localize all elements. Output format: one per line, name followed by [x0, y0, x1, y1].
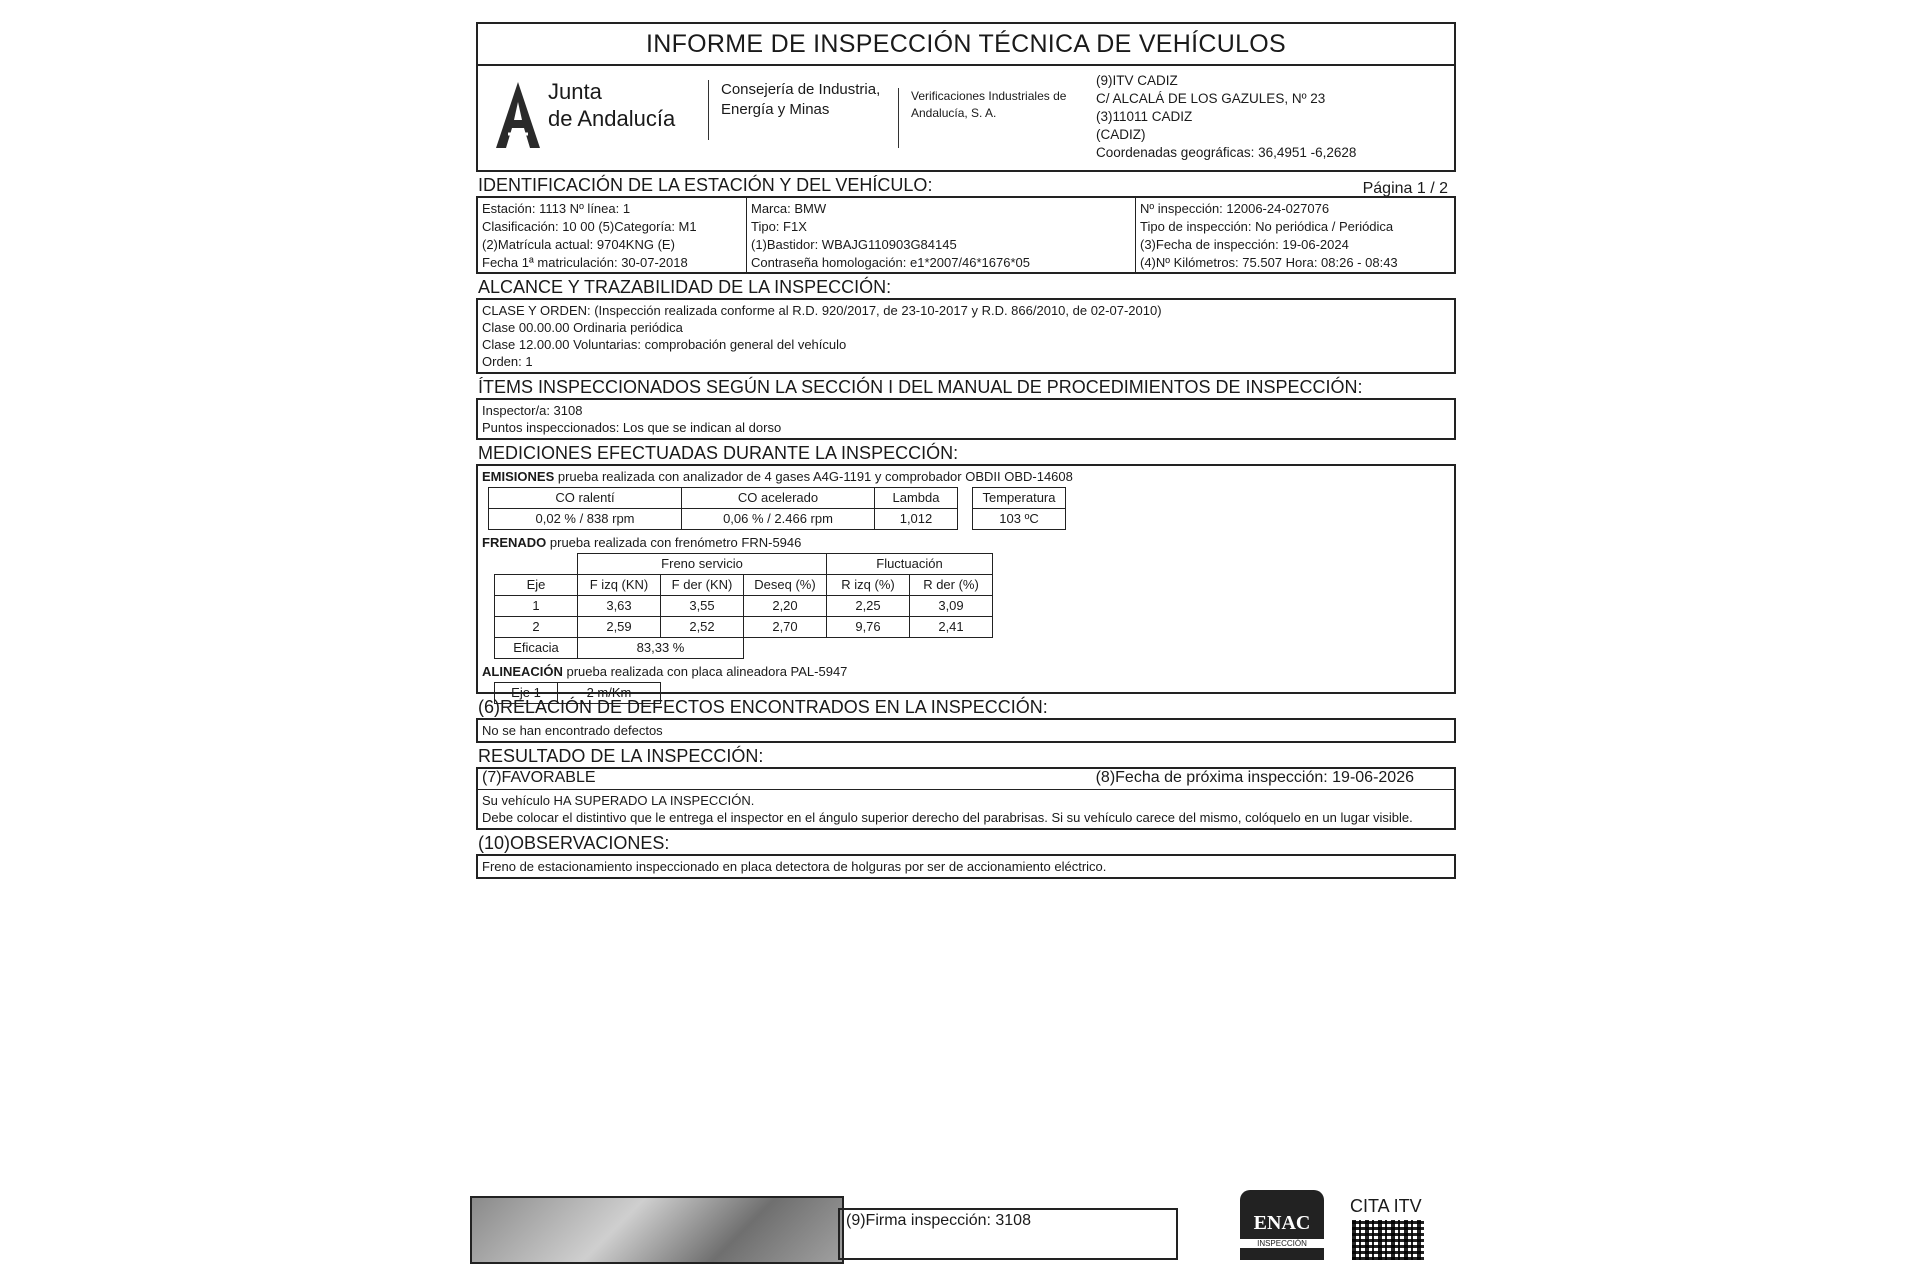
frenado-table: Freno servicio Fluctuación Eje F izq (KN) F der (KN) Deseq (%) R izq (%) R der (%) 1 3,63 3,55 2,20 2,25 3,09 2 2,59 2,52 2,70 9,76 2,41 Eficacia 83,33 % — [494, 553, 993, 659]
emisiones-table: CO ralentí CO acelerado Lambda 0,02 % / 838 rpm 0,06 % / 2.466 rpm 1,012 — [488, 487, 958, 530]
eficacia-row: Eficacia 83,33 % — [495, 638, 993, 659]
vehicle-info: Marca: BMW Tipo: F1X (1)Bastidor: WBAJG110903G84145 Contraseña homologación: e1*2007/46*1676*05 — [747, 198, 1136, 272]
table-row: 2 2,59 2,52 2,70 9,76 2,41 — [495, 617, 993, 638]
identificacion-box — [476, 196, 1456, 274]
section-title: ALCANCE Y TRAZABILIDAD DE LA INSPECCIÓN: — [478, 277, 892, 297]
logo-text: Junta de Andalucía — [548, 79, 676, 131]
junta-a-icon — [494, 80, 542, 150]
consejeria-block: Consejería de Industria, Energía y Minas — [708, 80, 880, 140]
junta-andalucia-logo — [490, 72, 690, 162]
emisiones-line: EMISIONES prueba realizada con analizador de 4 gases A4G-1191 y comprobador OBDII OBD-14608 — [482, 469, 1073, 484]
cita-itv-label: CITA ITV — [1350, 1196, 1422, 1216]
items-box: Inspector/a: 3108 Puntos inspeccionados: Los que se indican al dorso — [476, 398, 1456, 440]
frenado-line: FRENADO prueba realizada con frenómetro FRN-5946 — [482, 535, 802, 550]
temperatura-table: Temperatura 103 ºC — [972, 487, 1066, 530]
firma-box: (9)Firma inspección: 3108 — [838, 1208, 1178, 1260]
section-title: MEDICIONES EFECTUADAS DURANTE LA INSPECCIÓN: — [478, 443, 959, 463]
alcance-box: CLASE Y ORDEN: (Inspección realizada conforme al R.D. 920/2017, de 23-10-2017 y R.D. 866/2010, de 02-07-2010) Clase 00.00.00 Ordinaria periódica Clase 12.00.00 Voluntarias: comprobación general del vehículo Orden: 1 — [476, 298, 1456, 374]
vehicle-photo — [470, 1196, 844, 1264]
resultado-text: Su vehículo HA SUPERADO LA INSPECCIÓN. Debe colocar el distintivo que le entrega el inspector en el ángulo superior derecho del parabrisas. Si su vehículo carece del mismo, colóquelo en un lugar visible. — [482, 793, 1413, 825]
resultado-status: (7)FAVORABLE (8)Fecha de próxima inspección: 19-06-2026 — [478, 769, 1454, 790]
section-title: IDENTIFICACIÓN DE LA ESTACIÓN Y DEL VEHÍCULO: — [478, 175, 933, 195]
report-title: INFORME DE INSPECCIÓN TÉCNICA DE VEHÍCULOS — [478, 24, 1454, 66]
table-row: 1 3,63 3,55 2,20 2,25 3,09 — [495, 596, 993, 617]
frenado-header-row: Eje F izq (KN) F der (KN) Deseq (%) R izq (%) R der (%) — [495, 575, 993, 596]
resultado-box — [476, 767, 1456, 830]
inspection-report — [476, 22, 1456, 879]
observaciones-box: Freno de estacionamiento inspeccionado en placa detectora de holguras por ser de accionamiento eléctrico. — [476, 854, 1456, 879]
report-header — [476, 22, 1456, 172]
alineacion-line: ALINEACIÓN prueba realizada con placa alineadora PAL-5947 — [482, 664, 848, 679]
enac-logo: ENAC INSPECCIÓN — [1240, 1190, 1324, 1260]
section-title: (10)OBSERVACIONES: — [478, 833, 670, 853]
proxima-inspeccion: (8)Fecha de próxima inspección: 19-06-2026 — [1095, 769, 1414, 786]
mediciones-box — [476, 464, 1456, 700]
identificacion-section — [476, 174, 1456, 196]
itv-station-block: (9)ITV CADIZ C/ ALCALÁ DE LOS GAZULES, Nº 23 (3)11011 CADIZ (CADIZ) Coordenadas geográficas: 36,4951 -6,2628 — [1096, 73, 1357, 160]
qr-code-icon — [1352, 1220, 1424, 1260]
section-title: (6)RELACIÓN DE DEFECTOS ENCONTRADOS EN LA INSPECCIÓN: — [478, 697, 1048, 717]
verificaciones-block: Verificaciones Industriales de Andalucía, S. A. — [898, 88, 1066, 148]
section-title: ÍTEMS INSPECCIONADOS SEGÚN LA SECCIÓN I DEL MANUAL DE PROCEDIMIENTOS DE INSPECCIÓN: — [478, 377, 1363, 397]
defectos-box: No se han encontrado defectos — [476, 718, 1456, 743]
station-info: Estación: 1113 Nº línea: 1 Clasificación: 10 00 (5)Categoría: M1 (2)Matrícula actual: 9704KNG (E) Fecha 1ª matriculación: 30-07-2018 — [478, 198, 747, 272]
emisiones-tables — [488, 487, 1450, 530]
section-title: RESULTADO DE LA INSPECCIÓN: — [478, 746, 764, 766]
inspection-info: Nº inspección: 12006-24-027076 Tipo de inspección: No periódica / Periódica (3)Fecha de inspección: 19-06-2024 (4)Nº Kilómetros: 75.507 Hora: 08:26 - 08:43 — [1140, 201, 1398, 270]
alineacion-table: Eje 1 2 m/Km — [494, 682, 661, 704]
page-number: Página 1 / 2 — [1362, 180, 1448, 197]
